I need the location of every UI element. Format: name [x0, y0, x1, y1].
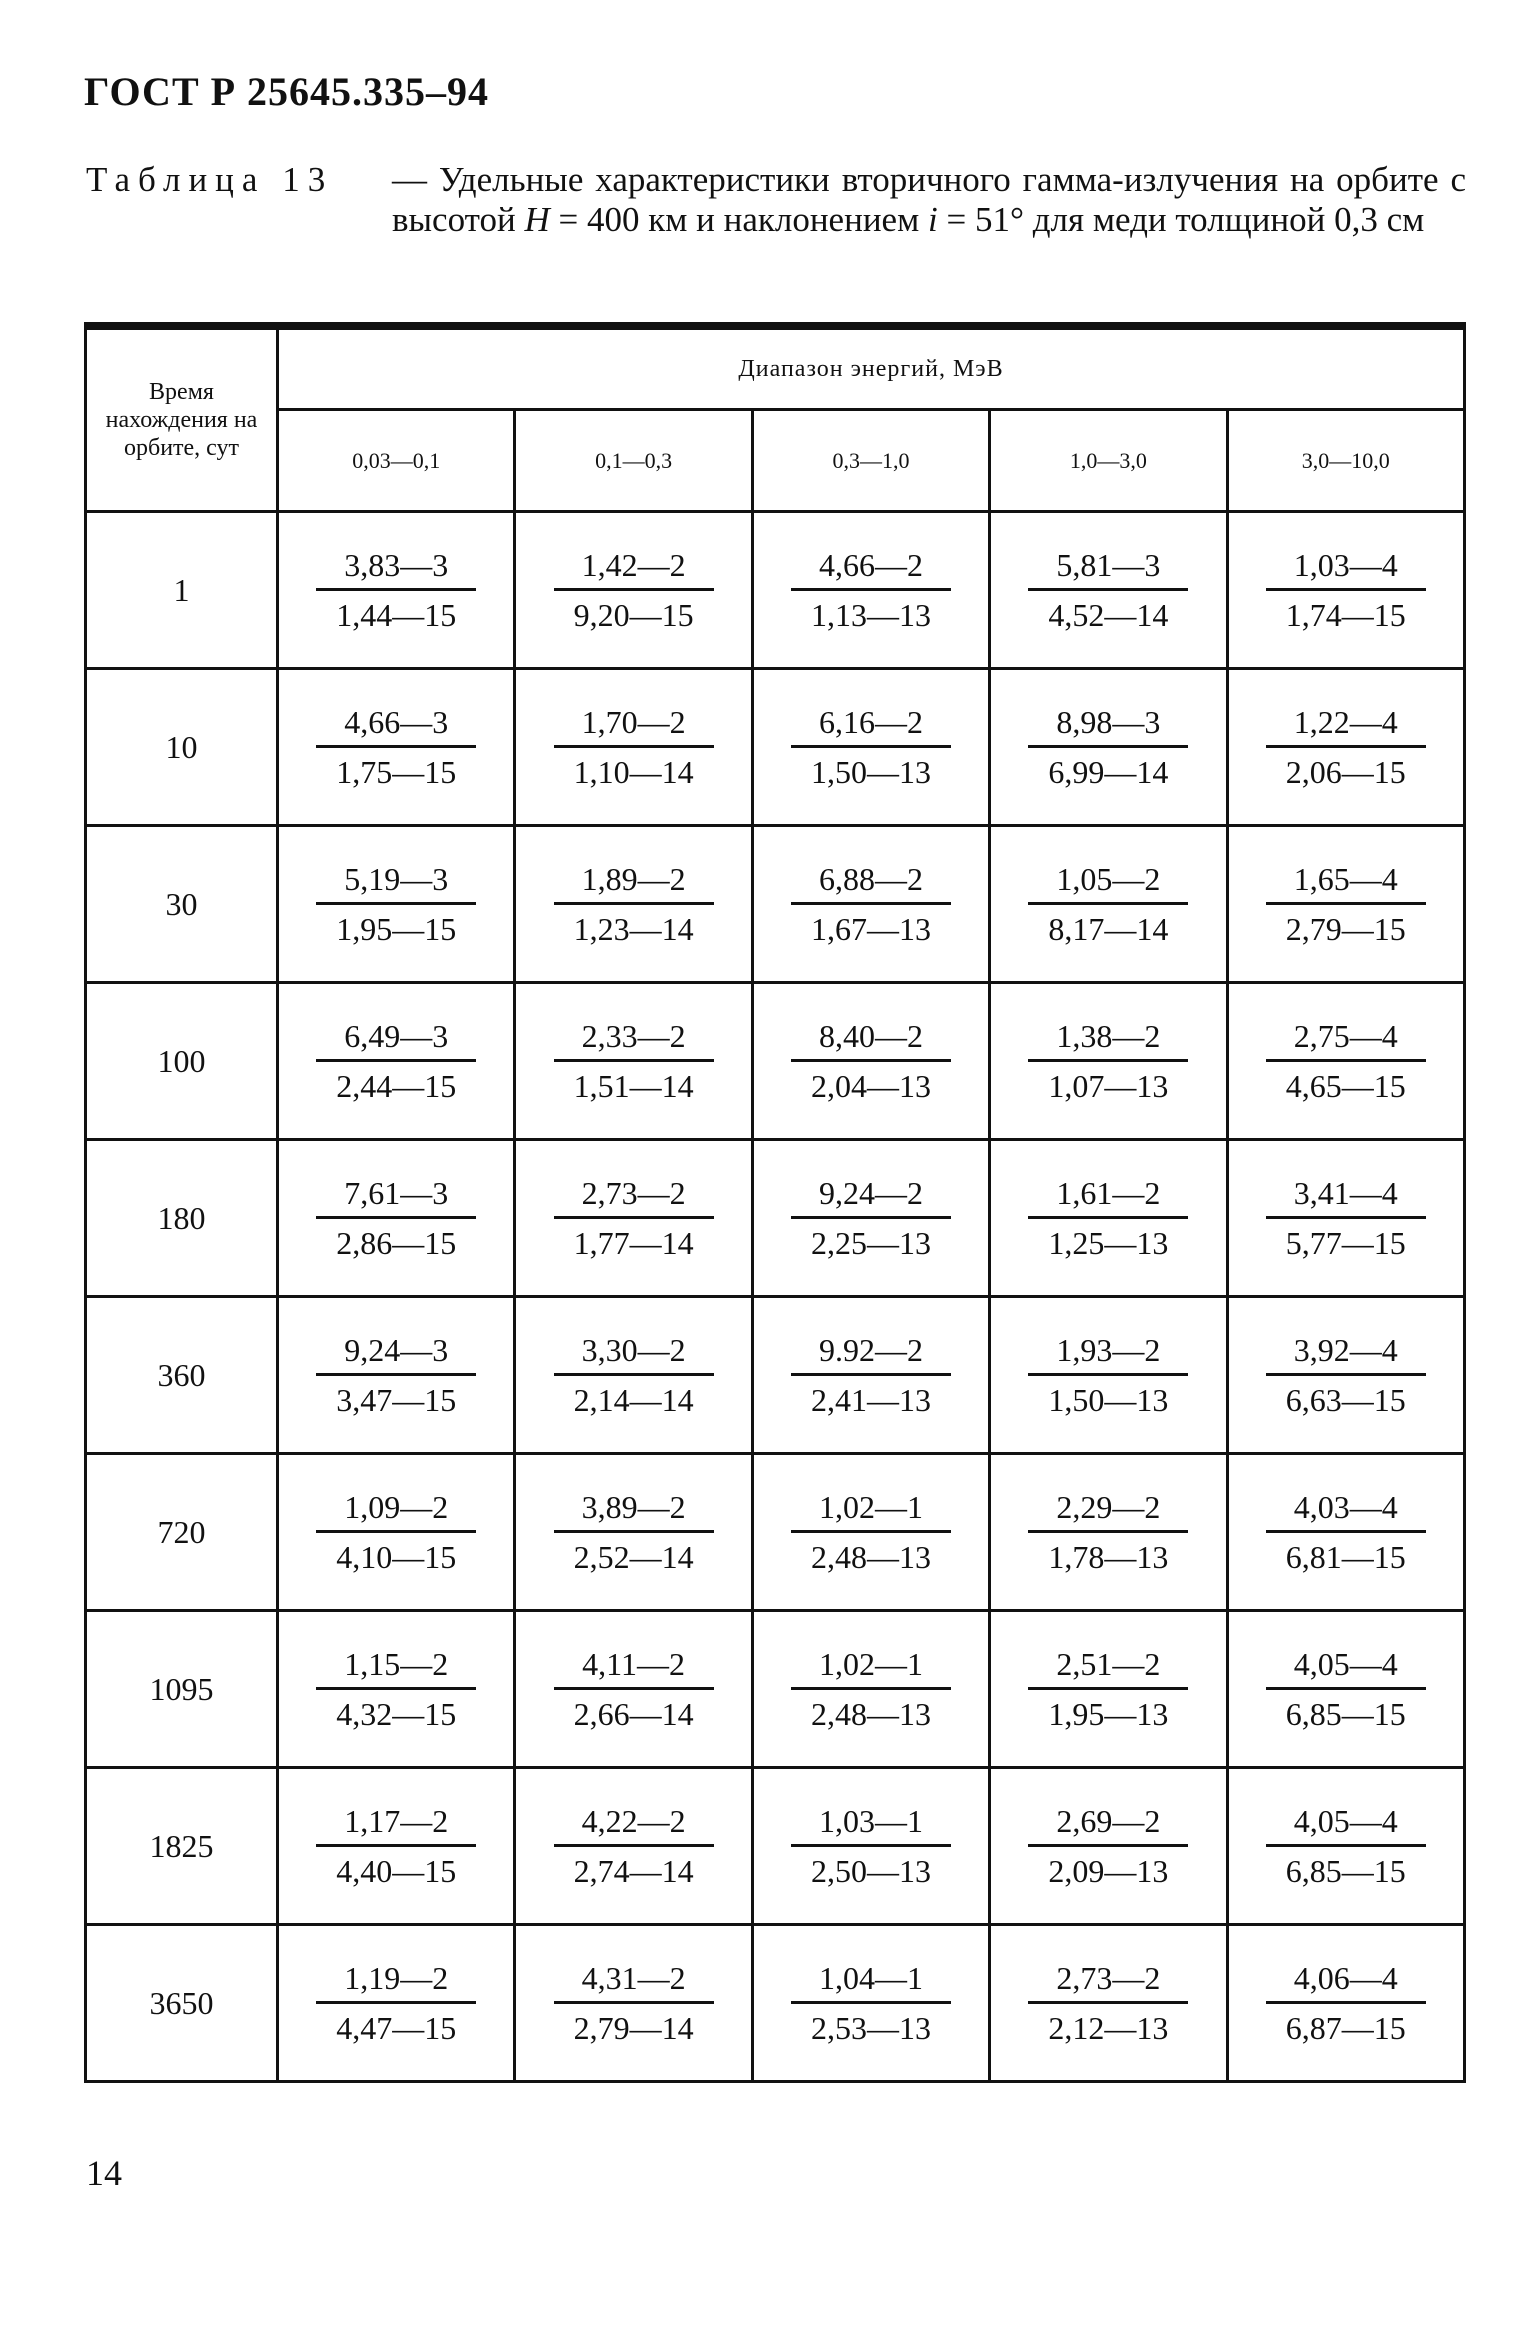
orbit-time-cell: 100	[86, 983, 278, 1140]
fraction-denominator: 5,77—15	[1285, 1224, 1406, 1261]
fraction-numerator: 3,92—4	[1266, 1332, 1426, 1376]
fraction-value	[1266, 1175, 1426, 1262]
fraction-denominator: 1,50—13	[810, 753, 931, 790]
fraction-numerator: 1,02—1	[791, 1489, 951, 1533]
value-cell	[278, 1925, 515, 2082]
value-cell	[1227, 1925, 1464, 2082]
energy-band-header: 3,0—10,0	[1227, 410, 1464, 512]
fraction-denominator: 6,81—15	[1285, 1538, 1406, 1575]
value-cell	[990, 826, 1227, 983]
value-cell	[1227, 1454, 1464, 1611]
fraction-denominator: 2,41—13	[810, 1381, 931, 1418]
fraction-numerator: 3,83—3	[316, 547, 476, 591]
energy-band-header: 0,3—1,0	[752, 410, 989, 512]
value-cell	[515, 1768, 752, 1925]
fraction-numerator: 1,02—1	[791, 1646, 951, 1690]
document-id: ГОСТ Р 25645.335–94	[84, 69, 490, 114]
value-cell	[990, 669, 1227, 826]
value-cell	[752, 669, 989, 826]
fraction-denominator: 2,48—13	[810, 1695, 931, 1732]
inclination-value: = 51° для меди толщиной 0,3 см	[937, 200, 1425, 239]
value-cell	[990, 1768, 1227, 1925]
value-cell	[515, 1925, 752, 2082]
orbit-time-cell: 1095	[86, 1611, 278, 1768]
fraction-numerator: 1,09—2	[316, 1489, 476, 1533]
fraction-numerator: 1,70—2	[554, 704, 714, 748]
value-cell	[278, 1768, 515, 1925]
value-cell	[752, 1297, 989, 1454]
fraction-denominator: 1,51—14	[573, 1067, 694, 1104]
fraction-value	[1028, 861, 1188, 948]
fraction-value	[316, 1332, 476, 1419]
value-cell	[515, 983, 752, 1140]
fraction-denominator: 4,10—15	[336, 1538, 457, 1575]
fraction-denominator: 4,52—14	[1048, 596, 1169, 633]
fraction-value	[1266, 1960, 1426, 2047]
fraction-value	[1266, 1332, 1426, 1419]
value-cell	[515, 1297, 752, 1454]
orbit-time-cell: 180	[86, 1140, 278, 1297]
fraction-denominator: 2,14—14	[573, 1381, 694, 1418]
table-caption-text	[392, 160, 1466, 240]
fraction-denominator: 4,40—15	[336, 1852, 457, 1889]
fraction-value	[316, 1489, 476, 1576]
fraction-value	[1266, 1803, 1426, 1890]
value-cell	[1227, 826, 1464, 983]
value-cell	[1227, 669, 1464, 826]
data-table	[84, 322, 1466, 2083]
fraction-value	[1266, 547, 1426, 634]
fraction-numerator: 4,22—2	[554, 1803, 714, 1847]
fraction-value	[554, 704, 714, 791]
value-cell	[752, 512, 989, 669]
orbit-time-cell: 3650	[86, 1925, 278, 2082]
energy-range-header: Диапазон энергий, МэВ	[278, 326, 1465, 410]
fraction-value	[791, 1803, 951, 1890]
value-cell	[990, 1611, 1227, 1768]
fraction-numerator: 4,05—4	[1266, 1803, 1426, 1847]
value-cell	[278, 983, 515, 1140]
fraction-numerator: 1,38—2	[1028, 1018, 1188, 1062]
table-row	[86, 669, 1465, 826]
fraction-denominator: 1,67—13	[810, 910, 931, 947]
value-cell	[752, 826, 989, 983]
fraction-denominator: 1,25—13	[1048, 1224, 1169, 1261]
fraction-denominator: 1,44—15	[336, 596, 457, 633]
table-row	[86, 1140, 1465, 1297]
orbit-time-cell: 360	[86, 1297, 278, 1454]
orbit-time-cell: 10	[86, 669, 278, 826]
value-cell	[1227, 1140, 1464, 1297]
fraction-value	[316, 1803, 476, 1890]
energy-band-header: 1,0—3,0	[990, 410, 1227, 512]
fraction-denominator: 1,07—13	[1048, 1067, 1169, 1104]
fraction-numerator: 7,61—3	[316, 1175, 476, 1219]
value-cell	[752, 1768, 989, 1925]
fraction-numerator: 2,29—2	[1028, 1489, 1188, 1533]
fraction-numerator: 9.92—2	[791, 1332, 951, 1376]
fraction-value	[791, 861, 951, 948]
value-cell	[752, 1925, 989, 2082]
value-cell	[752, 1611, 989, 1768]
fraction-numerator: 1,04—1	[791, 1960, 951, 2004]
fraction-value	[316, 1646, 476, 1733]
value-cell	[1227, 1768, 1464, 1925]
value-cell	[1227, 1611, 1464, 1768]
fraction-value	[554, 1803, 714, 1890]
fraction-numerator: 1,03—1	[791, 1803, 951, 1847]
fraction-denominator: 2,50—13	[810, 1852, 931, 1889]
table-row	[86, 1925, 1465, 2082]
fraction-value	[554, 1332, 714, 1419]
fraction-value	[1266, 1646, 1426, 1733]
fraction-numerator: 2,69—2	[1028, 1803, 1188, 1847]
fraction-numerator: 9,24—3	[316, 1332, 476, 1376]
energy-band-header: 0,1—0,3	[515, 410, 752, 512]
fraction-numerator: 3,89—2	[554, 1489, 714, 1533]
fraction-value	[1028, 1646, 1188, 1733]
fraction-value	[316, 1960, 476, 2047]
fraction-denominator: 1,78—13	[1048, 1538, 1169, 1575]
fraction-denominator: 1,23—14	[573, 910, 694, 947]
fraction-numerator: 8,98—3	[1028, 704, 1188, 748]
fraction-value	[554, 1646, 714, 1733]
value-cell	[990, 1925, 1227, 2082]
inclination-symbol: i	[928, 200, 938, 239]
table-row	[86, 1768, 1465, 1925]
value-cell	[515, 512, 752, 669]
fraction-numerator: 4,11—2	[554, 1646, 714, 1690]
fraction-denominator: 2,86—15	[336, 1224, 457, 1261]
fraction-value	[791, 1489, 951, 1576]
fraction-numerator: 6,88—2	[791, 861, 951, 905]
fraction-numerator: 1,05—2	[1028, 861, 1188, 905]
fraction-value	[791, 1018, 951, 1105]
fraction-numerator: 2,73—2	[554, 1175, 714, 1219]
fraction-value	[554, 1960, 714, 2047]
fraction-value	[554, 1489, 714, 1576]
altitude-symbol: H	[524, 200, 550, 239]
value-cell	[990, 1297, 1227, 1454]
value-cell	[278, 826, 515, 983]
value-cell	[278, 1611, 515, 1768]
fraction-numerator: 5,81—3	[1028, 547, 1188, 591]
fraction-denominator: 2,12—13	[1048, 2009, 1169, 2046]
fraction-numerator: 1,15—2	[316, 1646, 476, 1690]
fraction-numerator: 1,03—4	[1266, 547, 1426, 591]
altitude-value: = 400 км и наклонением	[549, 200, 928, 239]
fraction-value	[554, 1018, 714, 1105]
fraction-numerator: 4,66—3	[316, 704, 476, 748]
table-caption-label: Таблица 13	[86, 160, 334, 199]
fraction-numerator: 1,61—2	[1028, 1175, 1188, 1219]
value-cell	[515, 826, 752, 983]
fraction-value	[791, 1646, 951, 1733]
fraction-value	[791, 1332, 951, 1419]
fraction-numerator: 6,16—2	[791, 704, 951, 748]
orbit-time-cell: 30	[86, 826, 278, 983]
orbit-time-cell: 1	[86, 512, 278, 669]
fraction-denominator: 1,13—13	[810, 596, 931, 633]
fraction-denominator: 2,48—13	[810, 1538, 931, 1575]
fraction-value	[1266, 1018, 1426, 1105]
fraction-denominator: 2,04—13	[810, 1067, 931, 1104]
value-cell	[990, 1454, 1227, 1611]
fraction-numerator: 4,31—2	[554, 1960, 714, 2004]
fraction-value	[1028, 1175, 1188, 1262]
caption-text-part: — Удельные характеристики вторичного гамма-излучения на орбите с высотой	[392, 160, 1466, 239]
fraction-numerator: 4,05—4	[1266, 1646, 1426, 1690]
table-row	[86, 983, 1465, 1140]
table-row	[86, 826, 1465, 983]
fraction-denominator: 2,74—14	[573, 1852, 694, 1889]
fraction-value	[791, 704, 951, 791]
fraction-denominator: 1,75—15	[336, 753, 457, 790]
fraction-value	[554, 861, 714, 948]
table-row	[86, 1454, 1465, 1611]
fraction-value	[1028, 1332, 1188, 1419]
fraction-numerator: 4,03—4	[1266, 1489, 1426, 1533]
fraction-denominator: 3,47—15	[336, 1381, 457, 1418]
value-cell	[990, 1140, 1227, 1297]
fraction-numerator: 3,41—4	[1266, 1175, 1426, 1219]
fraction-value	[554, 547, 714, 634]
fraction-denominator: 1,74—15	[1285, 596, 1406, 633]
fraction-denominator: 4,47—15	[336, 2009, 457, 2046]
table-body	[86, 512, 1465, 2082]
fraction-numerator: 1,22—4	[1266, 704, 1426, 748]
value-cell	[1227, 1297, 1464, 1454]
fraction-value	[791, 547, 951, 634]
fraction-numerator: 4,06—4	[1266, 1960, 1426, 2004]
fraction-denominator: 2,25—13	[810, 1224, 931, 1261]
fraction-denominator: 1,50—13	[1048, 1381, 1169, 1418]
fraction-numerator: 8,40—2	[791, 1018, 951, 1062]
fraction-numerator: 2,33—2	[554, 1018, 714, 1062]
energy-band-row	[86, 410, 1465, 512]
value-cell	[515, 669, 752, 826]
fraction-denominator: 1,10—14	[573, 753, 694, 790]
data-table-container	[84, 322, 1466, 2083]
fraction-denominator: 2,66—14	[573, 1695, 694, 1732]
fraction-numerator: 1,65—4	[1266, 861, 1426, 905]
fraction-denominator: 2,44—15	[336, 1067, 457, 1104]
fraction-value	[1266, 861, 1426, 948]
value-cell	[752, 1454, 989, 1611]
time-column-header: Время нахождения на орбите, сут	[86, 326, 278, 512]
fraction-denominator: 2,79—14	[573, 2009, 694, 2046]
orbit-time-cell: 720	[86, 1454, 278, 1611]
fraction-numerator: 2,51—2	[1028, 1646, 1188, 1690]
fraction-value	[791, 1175, 951, 1262]
fraction-value	[1266, 1489, 1426, 1576]
value-cell	[278, 669, 515, 826]
value-cell	[515, 1454, 752, 1611]
fraction-numerator: 6,49—3	[316, 1018, 476, 1062]
value-cell	[990, 983, 1227, 1140]
page-number: 14	[86, 2153, 122, 2193]
fraction-denominator: 1,77—14	[573, 1224, 694, 1261]
fraction-denominator: 8,17—14	[1048, 910, 1169, 947]
fraction-value	[554, 1175, 714, 1262]
fraction-value	[316, 861, 476, 948]
fraction-denominator: 1,95—15	[336, 910, 457, 947]
fraction-numerator: 5,19—3	[316, 861, 476, 905]
fraction-numerator: 1,19—2	[316, 1960, 476, 2004]
table-row	[86, 512, 1465, 669]
fraction-value	[791, 1960, 951, 2047]
value-cell	[752, 1140, 989, 1297]
fraction-denominator: 2,79—15	[1285, 910, 1406, 947]
fraction-denominator: 2,53—13	[810, 2009, 931, 2046]
fraction-denominator: 2,09—13	[1048, 1852, 1169, 1889]
fraction-numerator: 1,89—2	[554, 861, 714, 905]
fraction-denominator: 4,65—15	[1285, 1067, 1406, 1104]
value-cell	[1227, 512, 1464, 669]
fraction-value	[316, 704, 476, 791]
fraction-value	[1028, 1960, 1188, 2047]
fraction-value	[1028, 547, 1188, 634]
value-cell	[278, 512, 515, 669]
fraction-denominator: 6,85—15	[1285, 1852, 1406, 1889]
table-row	[86, 1611, 1465, 1768]
fraction-numerator: 9,24—2	[791, 1175, 951, 1219]
fraction-value	[1028, 1018, 1188, 1105]
fraction-denominator: 6,85—15	[1285, 1695, 1406, 1732]
fraction-value	[1266, 704, 1426, 791]
fraction-denominator: 1,95—13	[1048, 1695, 1169, 1732]
value-cell	[1227, 983, 1464, 1140]
value-cell	[515, 1140, 752, 1297]
fraction-numerator: 2,75—4	[1266, 1018, 1426, 1062]
fraction-numerator: 1,93—2	[1028, 1332, 1188, 1376]
fraction-value	[316, 1175, 476, 1262]
fraction-value	[316, 1018, 476, 1105]
value-cell	[278, 1140, 515, 1297]
table-row	[86, 1297, 1465, 1454]
value-cell	[752, 983, 989, 1140]
value-cell	[515, 1611, 752, 1768]
fraction-denominator: 6,87—15	[1285, 2009, 1406, 2046]
energy-band-header: 0,03—0,1	[278, 410, 515, 512]
fraction-denominator: 6,99—14	[1048, 753, 1169, 790]
fraction-denominator: 6,63—15	[1285, 1381, 1406, 1418]
value-cell	[990, 512, 1227, 669]
fraction-value	[316, 547, 476, 634]
value-cell	[278, 1297, 515, 1454]
fraction-numerator: 2,73—2	[1028, 1960, 1188, 2004]
fraction-denominator: 2,06—15	[1285, 753, 1406, 790]
table-header-row	[86, 326, 1465, 410]
fraction-value	[1028, 704, 1188, 791]
fraction-value	[1028, 1803, 1188, 1890]
fraction-numerator: 4,66—2	[791, 547, 951, 591]
value-cell	[278, 1454, 515, 1611]
fraction-denominator: 2,52—14	[573, 1538, 694, 1575]
fraction-numerator: 3,30—2	[554, 1332, 714, 1376]
fraction-numerator: 1,42—2	[554, 547, 714, 591]
fraction-denominator: 9,20—15	[573, 596, 694, 633]
fraction-value	[1028, 1489, 1188, 1576]
fraction-numerator: 1,17—2	[316, 1803, 476, 1847]
orbit-time-cell: 1825	[86, 1768, 278, 1925]
fraction-denominator: 4,32—15	[336, 1695, 457, 1732]
